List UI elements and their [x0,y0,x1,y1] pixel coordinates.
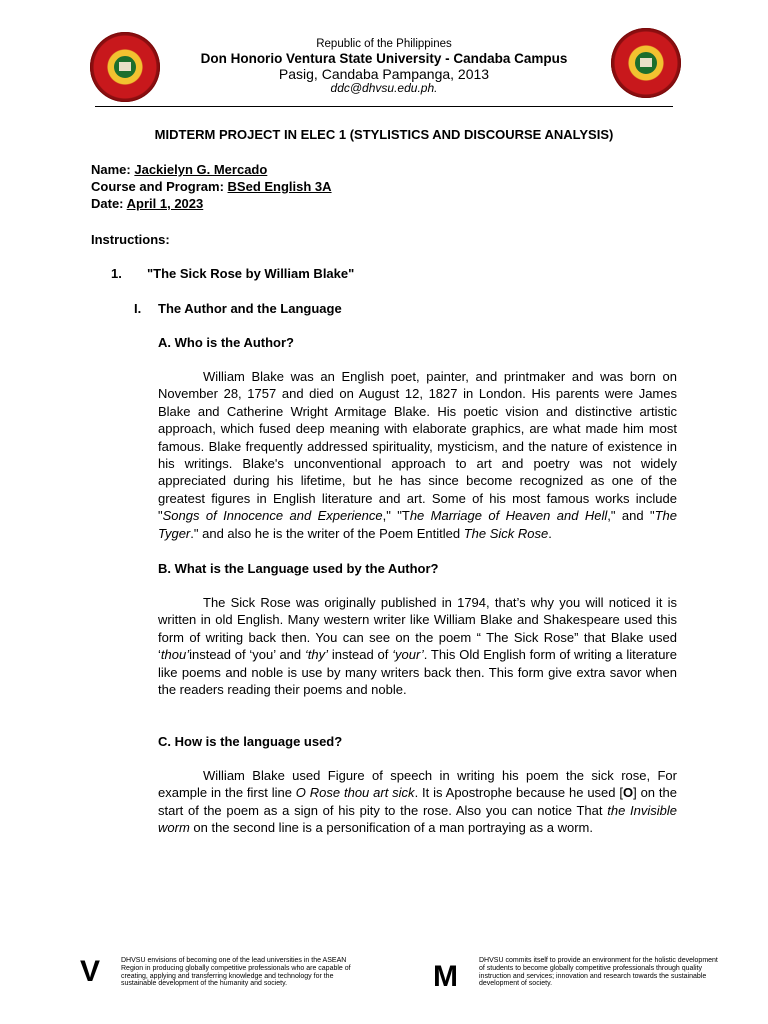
course-program [91,179,332,194]
heading-how-language-used: C. How is the language used? [158,734,343,749]
student-name [91,162,267,177]
instructions-label: Instructions: [91,232,170,247]
item-number: 1. [111,266,122,281]
name-value: Jackielyn G. Mercado [134,162,268,177]
vision-statement: DHVSU envisions of becoming one of the lead universities in the ASEAN Region in producing globally competitive professionals who are capable of creating, applying and transferring knowledge and technology for the sustainable development of the humanity and society. [121,957,351,988]
header-republic: Republic of the Philippines [316,38,452,50]
date-value: April 1, 2023 [126,196,204,211]
paragraph-author: William Blake was an English poet, painter, and printmaker and was born on November 28, 1757 and died on August 12, 1827 in London. His parents were James Blake and Catherine Wright Armitage Blake. His poetic vision and distinctive artistic approach, which fused deep meaning with elaborate graphics, are what made him most famous. Blake frequently addressed spirituality, mysticism, and the nature of existence in his writings. Blake's unconventional approach to art and poetry was not widely appreciated during his lifetime, but he has since become recognized as one of the greatest figures in English literature and art. Some of his most famous works include "Songs of Innocence and Experience," "The Marriage of Heaven and Hell," and "The Tyger." and also he is the writer of the Poem Entitled The Sick Rose. [158,369,677,541]
name-label: Name: [91,162,135,177]
date-label: Date: [91,196,127,211]
vision-letter: V [80,955,101,988]
heading-who-is-author: A. Who is the Author? [158,335,294,350]
item-title: "The Sick Rose by William Blake" [147,266,355,281]
header-divider [95,106,673,107]
section-title: The Author and the Language [158,301,342,316]
header-university: Don Honorio Ventura State University - Candaba Campus [200,51,568,66]
header-email: ddc@dhvsu.edu.ph. [330,81,438,95]
header-address: Pasig, Candaba Pampanga, 2013 [278,66,490,82]
course-value: BSed English 3A [227,179,332,194]
section-number: I. [134,301,142,316]
mission-letter: M [433,960,458,993]
course-label: Course and Program: [91,179,228,194]
paragraph-language: The Sick Rose was originally published in 1794, that’s why you will noticed it is written in old English. Many western writer like William Blake and Shakespeare used this form of writing back then. You can see on the poem “ The Sick Rose” that Blake used ‘thou’instead of ‘you’ and ‘thy’ instead of ‘your’. This Old English form of writing a literature like poems and noble is use by many writers back then. This form give extra savor when the readers reading their poems and noble. [158,595,677,698]
paragraph-how-used: William Blake used Figure of speech in writing his poem the sick rose, For example in the first line O Rose thou art sick. It is Apostrophe because he used [O] on the start of the poem as a sign of his pity to the rose. Also you can notice That the Invisible worm on the second line is a personification of a man portraying as a worm. [158,768,678,836]
document-title: MIDTERM PROJECT IN ELEC 1 (STYLISTICS AND DISCOURSE ANALYSIS) [154,127,614,142]
document-date [91,196,203,211]
heading-language: B. What is the Language used by the Author? [158,561,439,576]
mission-statement: DHVSU commits itself to provide an environment for the holistic development of students to become globally competitive professionals through quality instruction and services; innovation and research towards the sustainable development of society. [479,957,718,988]
